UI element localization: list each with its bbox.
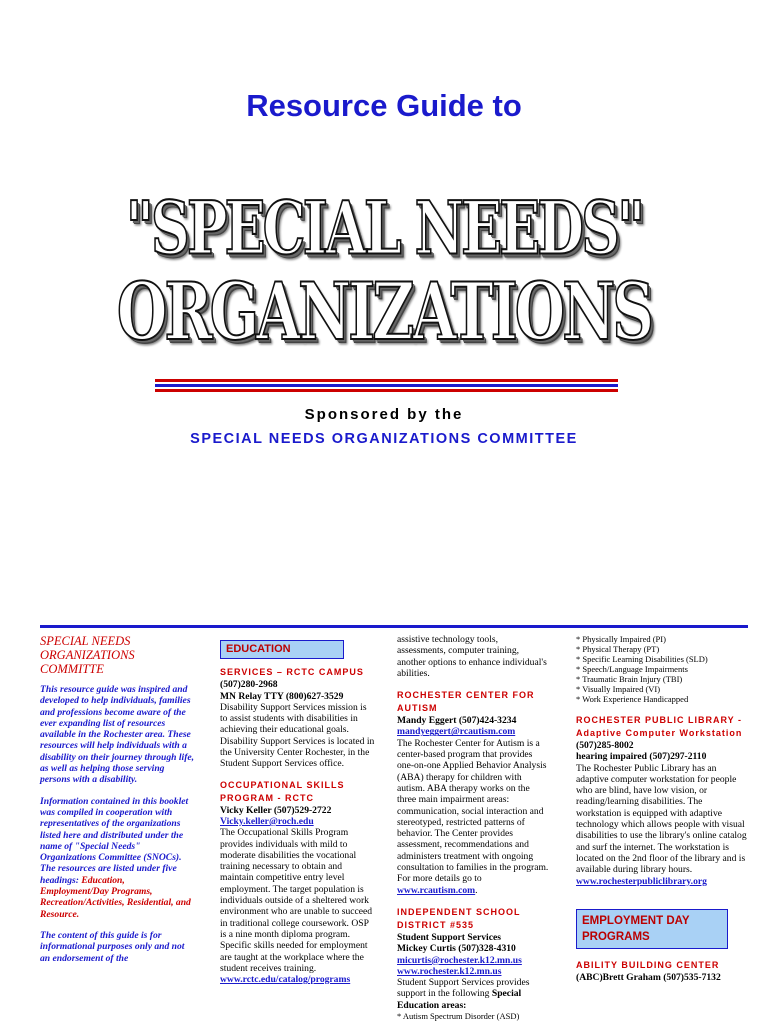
- isd-subheading: Student Support Services: [397, 931, 501, 943]
- list-item: * Specific Learning Disabilities (SLD): [576, 654, 708, 664]
- rctc-phone: (507)280-2968: [220, 679, 278, 691]
- info-paragraph: [40, 796, 195, 920]
- intro-paragraph: This resource guide was inspired and developed to help individuals, families and professions become aware of the ever expanding list of resources available in the Rochester area. These resources will help individuals with a disability on their journey through life, as well as helping those serving persons with a disability.: [40, 684, 195, 786]
- library-hearing-phone: hearing impaired (507)297-2110: [576, 751, 707, 763]
- divider-blue: [155, 384, 618, 387]
- list-item: * Visually Impaired (VI): [576, 684, 661, 694]
- headline-special-needs: "SPECIAL NEEDS": [125, 184, 643, 272]
- column-committee-intro: [40, 634, 195, 964]
- list-item: * Work Experience Handicapped: [576, 694, 689, 704]
- employment-box: EMPLOYMENT DAY PROGRAMS: [576, 909, 728, 949]
- divider-red-top: [155, 379, 618, 382]
- list-item: * Physical Therapy (PT): [576, 644, 660, 654]
- info-text: Information contained in this booklet was compiled in cooperation with representatives of the organizations listed here and distributed under the name of "Special Needs" Organizations Committee (SNOCs). The resources are listed under five headings:: [40, 795, 189, 886]
- isd-url-link[interactable]: www.rochester.k12.mn.us: [397, 965, 502, 977]
- autism-description: The Rochester Center for Autism is a center-based program that provides one-on-one Applied Behavior Analysis (ABA) therapy for children with autism. ABA therapy works on the three main impairment areas: communication, social interaction and stereotyped, restricted patterns of behavior. The Center provides assessment, recommendations and administers treatment with ongoing consultation to families in the program. For more details go to www.rcautism.com.: [397, 737, 549, 896]
- list-item: * Physically Impaired (PI): [576, 634, 666, 644]
- osp-heading: OCCUPATIONAL SKILLS PROGRAM - RCTC: [220, 779, 345, 803]
- autism-email-link[interactable]: mandyeggert@rcautism.com: [397, 726, 516, 738]
- autism-contact: Mandy Eggert (507)424-3234: [397, 715, 517, 727]
- assistive-tech-text: assistive technology tools, assessments, computer training, another options to enhance individual's abilities.: [397, 634, 547, 679]
- abc-contact: (ABC)Brett Graham (507)535-7132: [576, 971, 721, 983]
- isd-areas-label: Special Education areas:: [397, 988, 522, 1011]
- rctc-description: Disability Support Services mission is to assist students with disabilities in achieving their educational goals. Disability Support Services is located in the University Center Rochester, in the Student Support Services office.: [220, 701, 375, 770]
- library-phone: (507)285-8002: [576, 740, 634, 751]
- osp-url-link[interactable]: www.rctc.edu/catalog/programs: [220, 974, 351, 986]
- library-heading: ROCHESTER PUBLIC LIBRARY - Adaptive Computer Workstation: [576, 715, 743, 738]
- isd-list-item: * Autism Spectrum Disorder (ASD): [397, 1011, 520, 1022]
- isd-text: Student Support Services provides support in the following: [397, 977, 530, 1000]
- autism-text: The Rochester Center for Autism is a center-based program that provides one-on-one Applied Behavior Analysis (ABA) therapy for children with autism. ABA therapy works on the three main impairment areas: communication, social interaction and stereotyped, restricted patterns of behavior. The Center provides assessment, recommendations and administers treatment with ongoing consultation to families in the program. For more details go to: [397, 737, 549, 885]
- column-library-employment: [576, 634, 748, 983]
- column-education: [220, 634, 375, 985]
- education-box: EDUCATION: [220, 640, 344, 659]
- committee-name: SPECIAL NEEDS ORGANIZATIONS COMMITTEE: [190, 431, 578, 447]
- osp-description: The Occupational Skills Program provides individuals with mild to moderate disabilities the vocational training necessary to obtain and maintain competitive entry level employment. The target population is individuals outside of a sheltered work environment who are unable to succeed in traditional college coursework. OSP is a nine month diploma program. Specific skills needed for employment are taught at the workplace where the student receives training.: [220, 827, 373, 974]
- isd-email-link[interactable]: micurtis@rochester.k12.mn.us: [397, 954, 522, 966]
- divider-red-bottom: [155, 389, 618, 392]
- rctc-services-heading: SERVICES – RCTC CAMPUS: [220, 667, 364, 678]
- library-description: The Rochester Public Library has an adaptive computer workstation for people who are blind, have low vision, or reading/learning disabilities. The workstation is equipped with adaptive technology which allows people with visual disabilities to use the library's online catalog and surf the internet. The workstation is located on the 2nd floor of the library and is available during library hours.: [576, 762, 747, 876]
- isd-description: [397, 977, 549, 1011]
- columns-top-rule: [40, 625, 748, 628]
- page-title: Resource Guide to: [246, 88, 522, 123]
- rctc-tty: MN Relay TTY (800)627-3529: [220, 690, 344, 702]
- disclaimer-paragraph: The content of this guide is for informational purposes only and not an endorsement of the: [40, 929, 185, 964]
- committee-heading: SPECIAL NEEDS ORGANIZATIONS COMMITTE: [40, 634, 135, 676]
- abc-heading: ABILITY BUILDING CENTER: [576, 959, 720, 970]
- library-url-link[interactable]: www.rochesterpubliclibrary.org: [576, 875, 707, 887]
- headline-organizations: ORGANIZATIONS: [116, 266, 652, 358]
- osp-contact: Vicky Keller (507)529-2722: [220, 804, 332, 816]
- list-item: * Speech/Language Impairments: [576, 664, 688, 674]
- list-item: * Traumatic Brain Injury (TBI): [576, 674, 683, 684]
- disability-list: [576, 634, 748, 704]
- isd-heading: INDEPENDENT SCHOOL DISTRICT #535: [397, 906, 521, 930]
- sponsored-line: Sponsored by the: [304, 406, 464, 423]
- headings-list: Education, Employment/Day Programs, Recreation/Activities, Residential, and Resource.: [40, 874, 191, 920]
- autism-url-link[interactable]: www.rcautism.com: [397, 884, 476, 896]
- column-autism-isd: [397, 634, 549, 1022]
- isd-contact: Mickey Curtis (507)328-4310: [397, 943, 516, 955]
- osp-email-link[interactable]: Vicky.keller@roch.edu: [220, 815, 314, 827]
- autism-center-heading: ROCHESTER CENTER FOR AUTISM: [397, 690, 535, 714]
